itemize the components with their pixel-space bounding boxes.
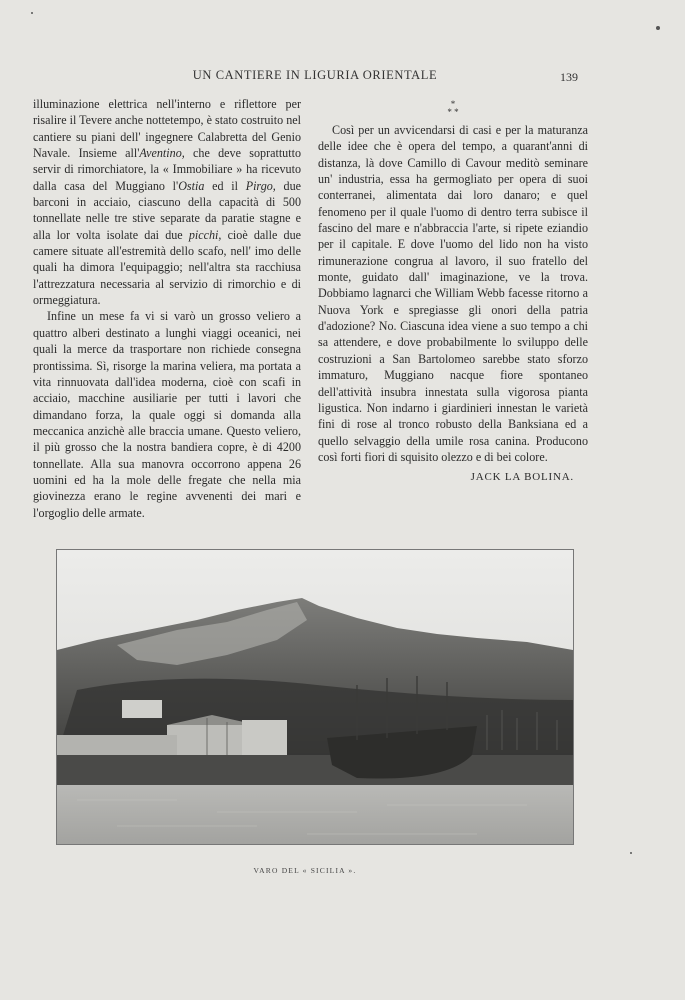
page-number: 139 <box>560 70 578 84</box>
ship-name-aventino: Aventino, <box>139 146 185 161</box>
running-title: UN CANTIERE IN LIGURIA ORIENTALE <box>192 68 438 82</box>
left-text-column <box>33 96 301 521</box>
text-run: ed il <box>204 178 246 193</box>
asterism-top: * <box>450 99 456 109</box>
paper-speck <box>656 26 660 30</box>
photo-illustration <box>57 550 573 844</box>
photo-villa <box>122 700 162 718</box>
author-signature: JACK LA BOLINA. <box>470 471 574 484</box>
text-run: cioè dalle due camere situate all'estremità dello scafo, nell' imo delle quali ha dimora l'equipaggio; nell'altra sta racchiusa l'attrezzatura necessaria al servizio di rimorchio e di ormeggiatura. <box>33 227 301 308</box>
text-run: che deve soprattutto servir di rimorchiatore, la « Immobiliare » ha ricevuto dalla casa del Muggiano l' <box>33 146 301 193</box>
photo-caption: VARO DEL « SICILIA ». <box>253 866 357 875</box>
ship-name-pirgo: Pirgo, <box>245 178 276 193</box>
photo-water <box>57 785 573 844</box>
text-run: illuminazione elettrica nell'interno e riflettore per risalire il Tevere anche nottetempo, è stato costruito nel cantiere su piani dell' ingegnere Calabretta del Genio Navale. Insieme all' <box>33 97 301 161</box>
photo-slipway <box>57 755 573 785</box>
right-paragraph: Così per un avvicendarsi di casi e per la maturanza delle idee che è opera del tempo, a quarant'anni di distanza, là dove Camillo di Cavour meditò seminare un' industria, essa ha germogliato per opera di suoi conterranei, alimentata dai loro danaro; e quel fenomeno per il quale l'uomo di dentro terra subisce il fascino del mare e n'abbraccia l'arte, si ripete eziandio per il capitale. E dove l'uomo del lido non ha visto rimunerazione congrua al lavoro, il suo fratello del monte, guidato dall' imaginazione, ve la trova. Dobbiamo lagnarci che William Webb facesse ritorno a Nuova York e spregiasse gli onori della patria d'adozione? No. Ciascuna idea viene a suo tempo a chi sa attendere, e dove probabilmente lo sviluppo delle costruzioni a San Bartolomeo sarebbe stato sforzo immaturo, Muggiano nacque fiore spontaneo dell'attività insubra innestata sulla vigorosa pianta ligustica. Non indarno i giardinieri innestan le varietà fini di rose al tronco robusto della Banksiana ed a quello selvaggio della umile rosa canina. Producono così forti fiori di squisito olezzo e di bei colore. <box>318 123 588 464</box>
left-paragraph-1 <box>33 96 301 308</box>
section-asterism <box>318 100 588 116</box>
text-run: due barconi in acciaio, ciascuno della capacità di 500 tonnellate nelle tre stive separate da paratie stagne e alla lor volta isolate dai due <box>33 178 301 242</box>
photo-shipyard-building <box>242 720 287 755</box>
paper-speck <box>31 12 33 14</box>
asterism-bottom: * * <box>447 107 459 117</box>
right-text-column <box>318 100 588 486</box>
ship-name-ostia: Ostia <box>178 178 205 193</box>
ship-launch-photograph <box>56 549 574 845</box>
left-paragraph-2: Infine un mese fa vi si varò un grosso veliero a quattro alberi destinato a lunghi viaggi oceanici, nei quali la merce da trasportare non richiede consegna prontissima. Sì, risorge la marina veliera, ma portata a vita rinnuovata dall'idea moderna, cioè con scafi in acciaio, macchine ausiliarie per tutti i lavori che dimandano forza, la quale oggi si domanda alla meccanica anzichè alle braccia umane. Questo veliero, il più grosso che la nostra bandiera copre, è di 4200 tonnellate. Alla sua manovra occorrono appena 26 uomini ed ha la mole delle fregate che nella mia giovinezza erano le regine avvenenti dei mari e l'orgoglio delle armate. <box>33 309 301 520</box>
term-picchi: picchi, <box>188 227 222 242</box>
paper-speck <box>630 852 632 854</box>
